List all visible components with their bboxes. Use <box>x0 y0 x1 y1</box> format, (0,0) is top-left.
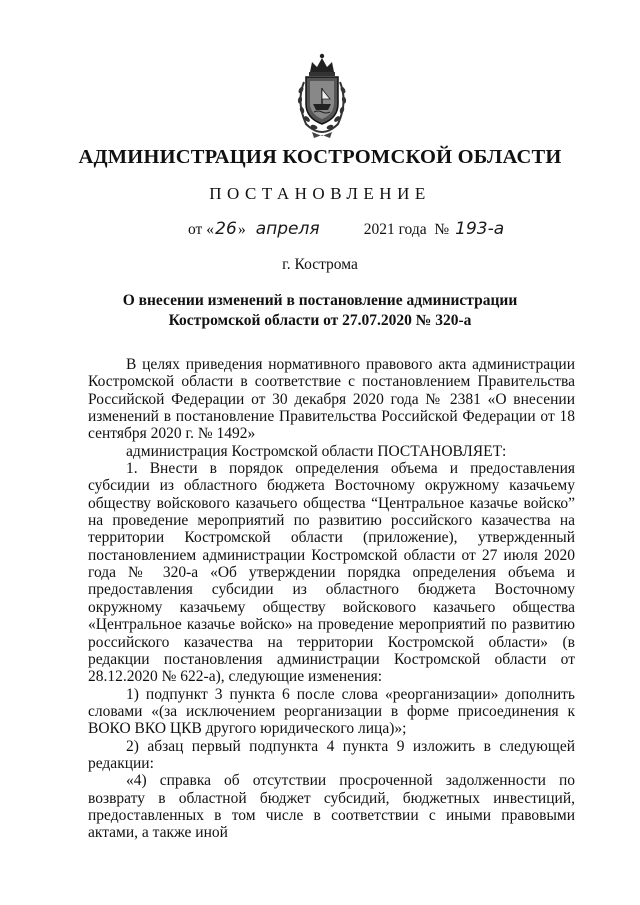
subject-line-1: О внесении изменений в постановление администрации <box>122 292 518 309</box>
document-type: ПОСТАНОВЛЕНИЕ <box>209 184 431 203</box>
date-prefix: от « <box>188 221 214 238</box>
paragraph-subitem-1: 1) подпункт 3 пункта 6 после слова «реорганизации» дополнить словами «(за исключением реорганизации в форме присоединения к ВОКО ВКО ЦКВ другого юридического лица)»; <box>88 685 575 738</box>
city: г. Кострома <box>282 256 358 273</box>
document-subject <box>100 291 540 331</box>
date-year: 2021 года <box>363 221 427 238</box>
paragraph-subitem-2: 2) абзац первый подпункта 4 пункта 9 изложить в следующей редакции: <box>88 737 575 772</box>
paragraph-preamble: В целях приведения нормативного правового акта администрации Костромской области в соответствие с постановлением Правительства Российской Федерации от 30 декабря 2020 года № 2381 «О внесении изменений в постановление Правительства Российской Федерации от 18 сентября 2020 г. № 1492» <box>88 356 575 443</box>
date-day: 26 <box>215 219 237 239</box>
paragraph-quote-4: «4) справка об отсутствии просроченной задолженности по возврату в областной бюджет субсидий, бюджетных инвестиций, предоставленных в том числе в соответствии с иными правовыми актами, а также иной <box>88 772 575 842</box>
org-title: АДМИНИСТРАЦИЯ КОСТРОМСКОЙ ОБЛАСТИ <box>78 146 562 168</box>
kostroma-coat-of-arms-icon <box>292 52 352 138</box>
date-line <box>188 219 515 239</box>
paragraph-resolves: администрация Костромской области ПОСТАНОВЛЯЕТ: <box>126 442 507 460</box>
subject-line-2: Костромской области от 27.07.2020 № 320-а <box>168 312 472 329</box>
document-body <box>88 356 575 842</box>
date-mid: » <box>237 221 246 238</box>
number-sign: № <box>434 221 450 238</box>
date-month: апреля <box>255 219 320 239</box>
paragraph-item-1: 1. Внести в порядок определения объема и предоставления субсидии из областного бюджета Восточному окружному казачьему обществу войскового казачьего общества “Центральное казачье войско” на проведение мероприятий по развитию российского казачества на территории Костромской области (приложение), утвержденный постановлением администрации Костромской области от 27 июля 2020 года № 320-а «Об утверждении порядка определения объема и предоставления субсидии из областного бюджета Восточному окружному казачьему обществу войскового казачьего общества «Центральное казачье войско» на проведение мероприятий по развитию российского казачества на территории Костромской области» (в редакции постановления администрации Костромской области от 28.12.2020 № 622-а), следующие изменения: <box>88 460 575 686</box>
document-number: 193-а <box>455 219 505 239</box>
